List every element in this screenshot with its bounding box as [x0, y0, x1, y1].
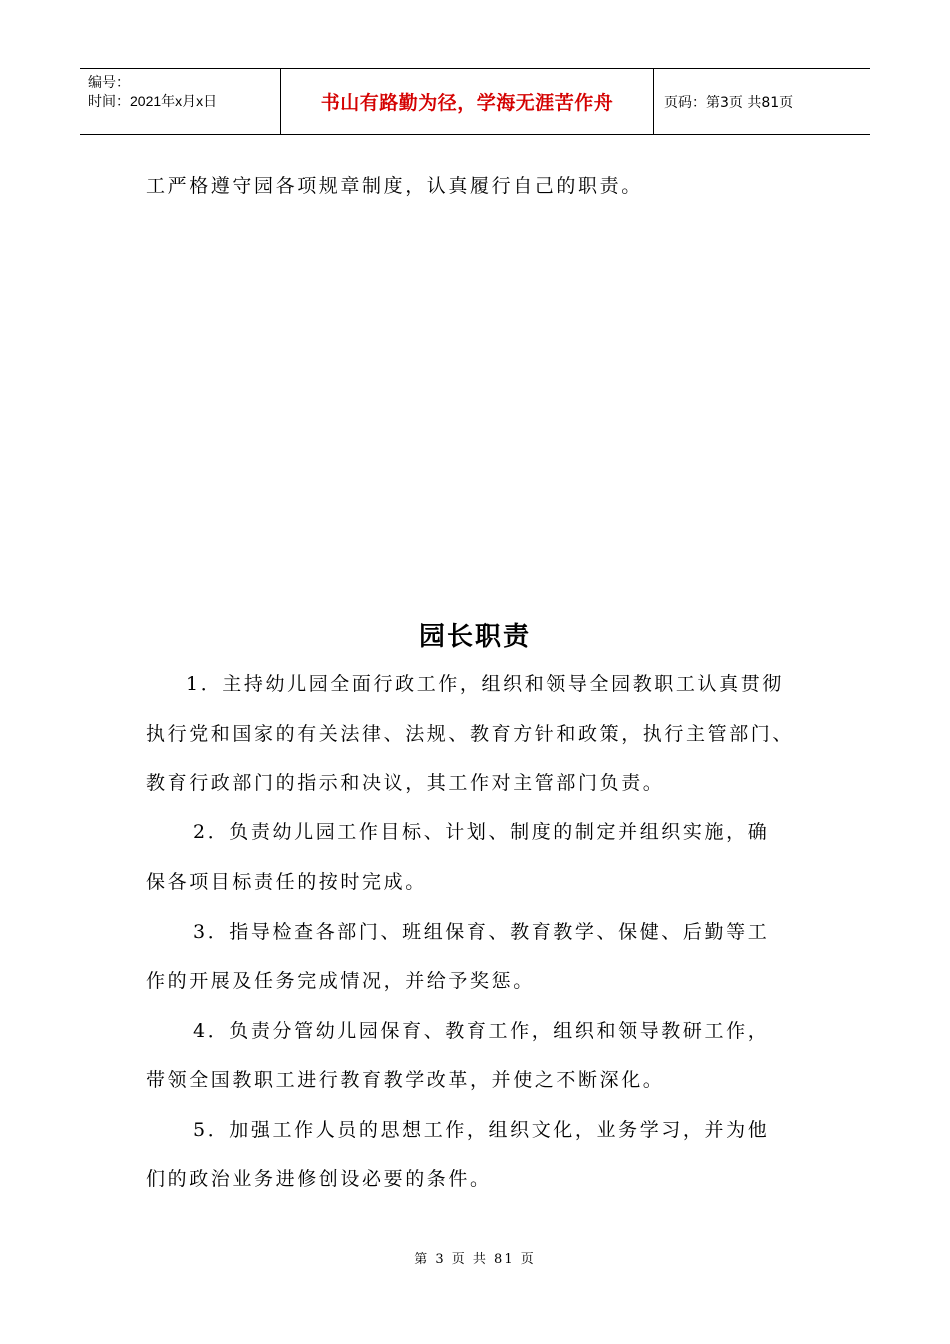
duty-item-line: 带领全国教职工进行教育教学改革，并使之不断深化。 [146, 1069, 665, 1091]
header-meta [80, 69, 281, 134]
header-page-info: 页码：第3页 共81页 [664, 94, 794, 111]
duty-item-line: 5．加强工作人员的思想工作，组织文化，业务学习，并为他 [193, 1119, 770, 1141]
duty-item-line: 们的政治业务进修创设必要的条件。 [146, 1168, 492, 1190]
duty-item-line: 3．指导检查各部门、班组保育、教育教学、保健、后勤等工 [193, 921, 770, 943]
document-number-label: 编号： [88, 74, 130, 90]
header-motto: 书山有路勤为径，学海无涯苦作舟 [281, 69, 654, 134]
duty-item-line: 1．主持幼儿园全面行政工作，组织和领导全园教职工认真贯彻 [186, 673, 784, 695]
document-date-label: 时间：2021年x月x日 [88, 93, 218, 109]
page-footer: 第 3 页 共 81 页 [414, 1252, 536, 1267]
page-header [80, 68, 870, 135]
duty-item-line: 4．负责分管幼儿园保育、教育工作，组织和领导教研工作， [193, 1020, 770, 1042]
duty-item-line: 执行党和国家的有关法律、法规、教育方针和政策，执行主管部门、 [146, 723, 795, 745]
duty-item-line: 作的开展及任务完成情况，并给予奖惩。 [146, 970, 535, 992]
duty-item-line: 2．负责幼儿园工作目标、计划、制度的制定并组织实施，确 [193, 821, 770, 843]
duty-item-line: 保各项目标责任的按时完成。 [146, 871, 427, 893]
duty-item-line: 教育行政部门的指示和决议，其工作对主管部门负责。 [146, 772, 665, 794]
section-title: 园长职责 [418, 622, 531, 652]
carry-over-text: 工严格遵守园各项规章制度，认真履行自己的职责。 [146, 175, 643, 197]
